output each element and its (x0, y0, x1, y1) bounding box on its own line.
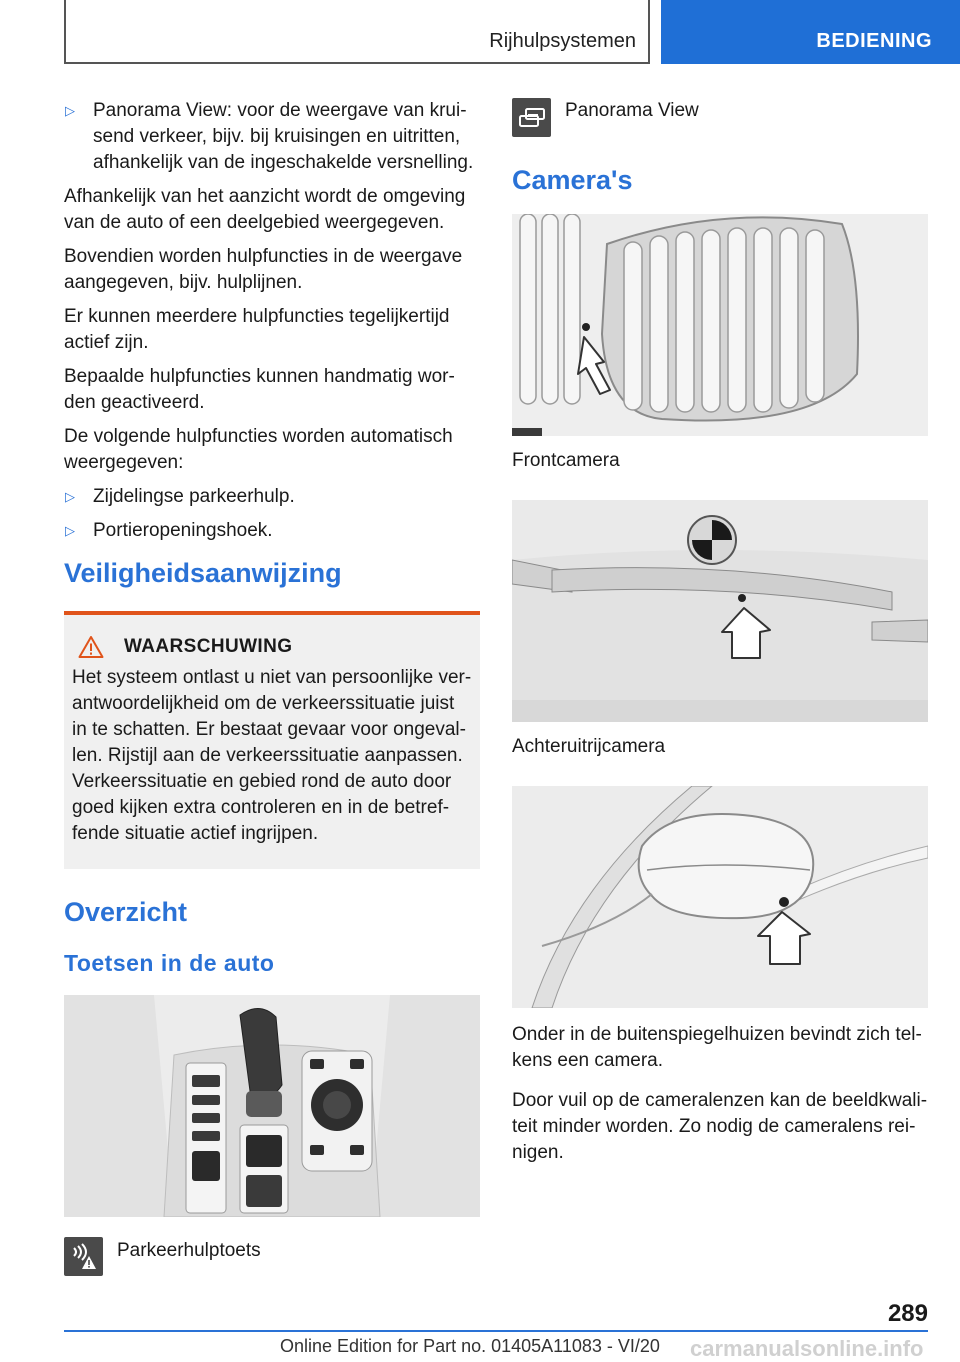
bullet-item (64, 518, 480, 544)
triangle-bullet-icon: ▷ (65, 523, 75, 538)
warning-triangle-icon (78, 635, 104, 659)
footer-edition: Online Edition for Part no. 01405A11083 - VI/20 (280, 1336, 660, 1356)
right-column (512, 98, 928, 1174)
buttons-heading: Toetsen in de auto (64, 950, 275, 976)
footer-divider (64, 1330, 928, 1332)
dirt-paragraph: Door vuil op de cameralenzen kan de beeldkwaliteit minder worden. Zo nodig de cameralens reinigen. (512, 1090, 928, 1163)
bullet-panorama (64, 98, 480, 176)
bullet-item-text: Portieropeningshoek. (93, 520, 273, 541)
parking-assist-label: Parkeerhulptoets (117, 1240, 261, 1261)
page-number: 289 (887, 1300, 928, 1327)
safety-heading: Veiligheidsaanwijzing (64, 558, 342, 588)
cameras-heading: Camera's (512, 165, 633, 195)
paragraph: De volgende hulpfuncties worden automatisch weergegeven: (64, 426, 453, 473)
mirror-camera-image (512, 786, 928, 1008)
panorama-view-label: Panorama View (565, 100, 699, 121)
paragraph: Bovendien worden hulpfuncties in de weergave aangegeven, bijv. hulplijnen. (64, 246, 463, 293)
mirror-camera-paragraph: Onder in de buitenspiegelhuizen bevindt zich telkens een camera. (512, 1024, 922, 1071)
triangle-bullet-icon: ▷ (65, 103, 75, 118)
bullet-item (64, 484, 480, 510)
front-camera-caption: Frontcamera (512, 450, 620, 471)
front-camera-image (512, 214, 928, 436)
overview-heading: Overzicht (64, 897, 188, 927)
paragraph: Er kunnen meerdere hulpfuncties tegelijkertijd actief zijn. (64, 306, 450, 353)
panorama-view-icon (512, 98, 551, 137)
parking-assist-row (64, 1237, 480, 1276)
panorama-view-row (512, 98, 928, 137)
paragraph: Afhankelijk van het aanzicht wordt de omgeving van de auto of een deelgebied weergegeven. (64, 186, 466, 233)
warning-title: WAARSCHUWING (124, 636, 293, 657)
triangle-bullet-icon: ▷ (65, 489, 75, 504)
header-section-box (64, 0, 650, 64)
header-chapter-title: BEDIENING (816, 30, 932, 52)
header-section-title: Rijhulpsystemen (489, 30, 636, 52)
warning-box (64, 611, 480, 869)
warning-title-row (72, 635, 472, 659)
watermark: carmanualsonline.info (690, 1336, 924, 1361)
header-chapter-tab (661, 0, 960, 64)
paragraph: Bepaalde hulpfuncties kunnen handmatig worden geactiveerd. (64, 366, 455, 413)
rear-camera-caption: Achteruitrijcamera (512, 736, 666, 757)
left-column (64, 98, 480, 1276)
parking-assist-icon (64, 1237, 103, 1276)
bullet-panorama-text: Panorama View: voor de weergave van kruisend verkeer, bijv. bij kruisingen en uitritten, afhankelijk van de ingeschakelde versnelling. (93, 100, 474, 173)
center-console-image (64, 995, 480, 1217)
bullet-item-text: Zijdelingse parkeerhulp. (93, 486, 295, 507)
warning-text: Het systeem ontlast u niet van persoonlijke verantwoordelijkheid om de verkeerssituatie juist in te schatten. Er bestaat gevaar voor ongevallen. Rijstijl aan de verkeerssituatie aanpassen. Verkeerssituatie en gebied rond de auto door goed kijken extra controleren en in de betreffende situatie actief ingrijpen. (72, 667, 472, 844)
rear-camera-image (512, 500, 928, 722)
